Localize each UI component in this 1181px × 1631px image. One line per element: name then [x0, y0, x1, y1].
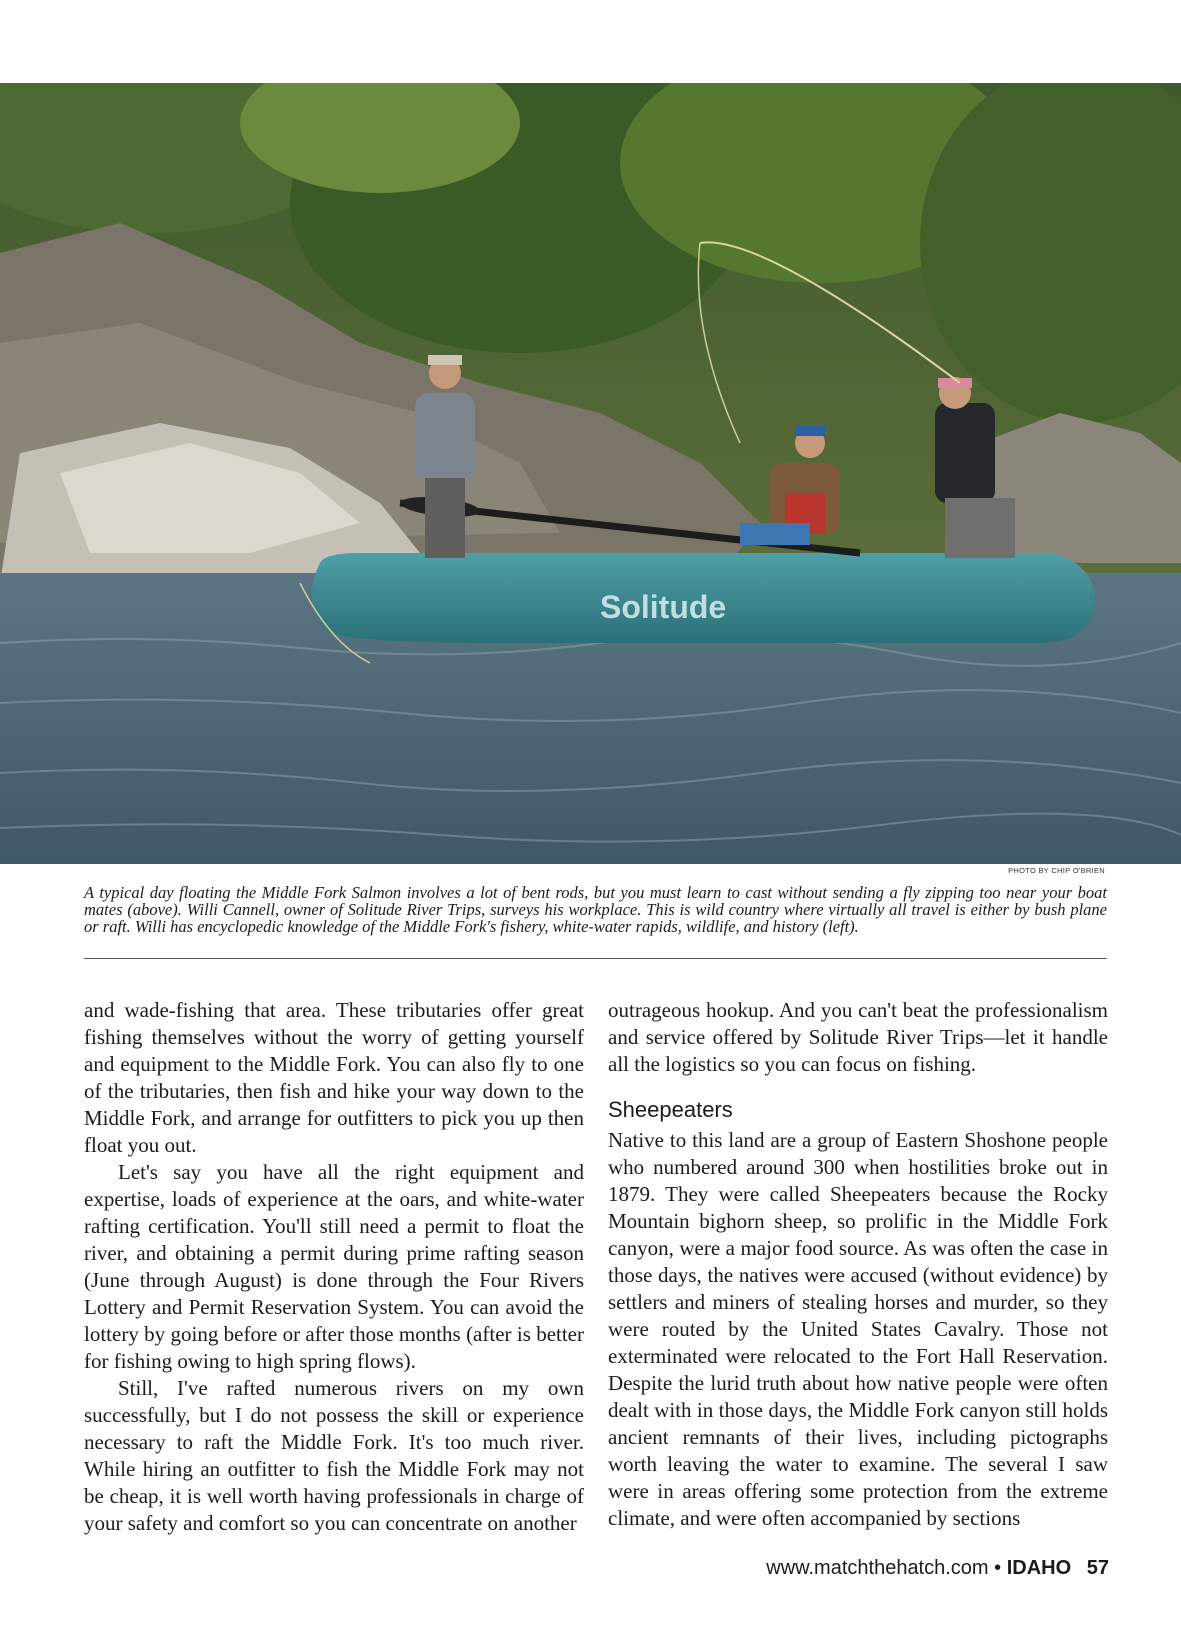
- photo-credit: PHOTO BY CHIP O'BRIEN: [1008, 866, 1105, 875]
- raft-brand-label: Solitude: [600, 589, 727, 625]
- right-column: [608, 997, 1108, 1532]
- left-column: [84, 997, 584, 1537]
- page-number: 57: [1086, 1557, 1109, 1579]
- footer-publication: IDAHO: [1006, 1557, 1072, 1579]
- caption-divider: [84, 958, 1107, 959]
- section-heading: Sheepeaters: [608, 1097, 733, 1122]
- footer-url: www.matchthehatch.com: [766, 1557, 989, 1579]
- body-paragraph: Let's say you have all the right equipment and expertise, loads of experience at the oars, and white-water rafting certification. You'll still need a permit to float the river, and obtaining a permit during prime rafting season (June through August) is done through the Four Rivers Lottery and Permit Reservation System. You can avoid the lottery by going before or after those months (after is better for fishing owing to high spring flows).: [84, 1160, 584, 1373]
- body-paragraph: Native to this land are a group of Eastern Shoshone people who numbered around 300 when hostilities broke out in 1879. They were called Sheepeaters because the Rocky Mountain bighorn sheep, so prolific in the Middle Fork canyon, were a major food source. As was often the case in those days, the natives were accused (without evidence) by settlers and miners of stealing horses and murder, so they were routed by the United States Cavalry. Those not exterminated were relocated to the Fort Hall Reservation. Despite the lurid truth about how native people were often dealt with in those days, the Middle Fork canyon still holds ancient remnants of their lives, including pictographs worth leaving the water to examine. The several I saw were in areas offering some protection from the extreme climate, and were often accompanied by sections: [608, 1128, 1108, 1530]
- footer-bullet: •: [994, 1557, 1002, 1579]
- river-raft-photo: [0, 83, 1181, 864]
- body-paragraph: Still, I've rafted numerous rivers on my own successfully, but I do not possess the skill or experience necessary to raft the Middle Fork. It's too much river. While hiring an outfitter to fish the Middle Fork may not be cheap, it is well worth having professionals in charge of your safety and comfort so you can concentrate on another: [84, 1376, 584, 1535]
- photo-illustration: [0, 83, 1181, 864]
- body-paragraph: outrageous hookup. And you can't beat the professionalism and service offered by Solitude River Trips—let it handle all the logistics so you can focus on fishing.: [608, 998, 1108, 1076]
- body-paragraph: and wade-fishing that area. These tributaries offer great fishing themselves without the worry of getting yourself and equipment to the Middle Fork. You can also fly to one of the tributaries, then fish and hike your way down to the Middle Fork, and arrange for outfitters to pick you up then float you out.: [84, 998, 584, 1157]
- photo-caption: A typical day floating the Middle Fork Salmon involves a lot of bent rods, but you must learn to cast without sending a fly zipping too near your boat mates (above). Willi Cannell, owner of Solitude River Trips, surveys his workplace. This is wild country where virtually all travel is either by bush plane or raft. Willi has encyclopedic knowledge of the Middle Fork's fishery, white-water rapids, wildlife, and history (left).: [84, 883, 1107, 936]
- page-footer: [766, 1557, 1109, 1580]
